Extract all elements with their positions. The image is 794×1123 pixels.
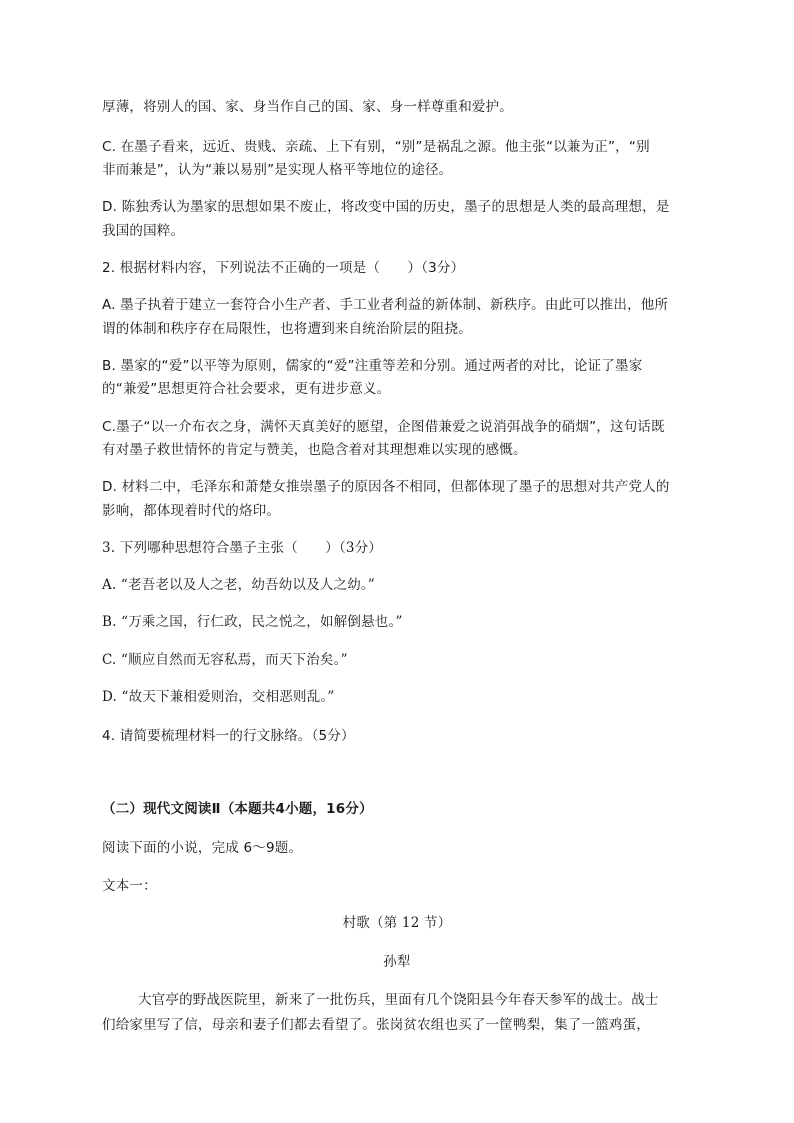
question-4: 4. 请简要梳理材料一的行文脉络。（5分） [102, 728, 355, 744]
reading-instruction: 阅读下面的小说，完成 6～9题。 [102, 840, 303, 856]
question-2: 2. 根据材料内容，下列说法不正确的一项是（ ）（3分） [102, 260, 465, 276]
q2-option-a-line-1: A. 墨子执着于建立一套符合小生产者、手工业者利益的新体制、新秩序。由此可以推出，他所 [102, 297, 669, 313]
option-d-line-1: D. 陈独秀认为墨家的思想如果不废止，将改变中国的历史，墨子的思想是人类的最高理想，是 [102, 199, 670, 215]
story-paragraph-line-1: 大官亭的野战医院里，新来了一批伤兵，里面有几个饶阳县今年春天参军的战士。战士 [138, 992, 659, 1008]
story-paragraph-line-2: 们给家里写了信，母亲和妻子们都去看望了。张岗贫农组也买了一筐鸭梨，集了一篮鸡蛋， [102, 1017, 650, 1033]
q3-option-c: C. “顺应自然而无容私焉，而天下治矣。” [102, 652, 348, 668]
story-title: 村歌（第 12 节） [342, 915, 452, 931]
q2-option-c-line-2: 有对墨子救世情怀的肯定与赞美，也隐含着对其理想难以实现的感慨。 [102, 442, 527, 458]
section-heading: （二）现代文阅读Ⅱ（本题共4小题，16分） [102, 801, 373, 817]
option-c-line-2: 非而兼是”，认为“兼以易别”是实现人格平等地位的途径。 [102, 162, 453, 178]
text-line: 厚薄，将别人的国、家、身当作自己的国、家、身一样尊重和爱护。 [102, 99, 513, 115]
option-d-line-2: 我国的国粹。 [102, 223, 185, 239]
q2-option-b-line-2: 的“兼爱”思想更符合社会要求，更有进步意义。 [102, 381, 391, 397]
text-one-label: 文本一： [102, 878, 157, 894]
option-c-line-1: C. 在墨子看来，远近、贵贱、亲疏、上下有别，“别”是祸乱之源。他主张“以兼为正”，“别 [102, 139, 650, 155]
q3-option-b: B. “万乘之国，行仁政，民之悦之，如解倒悬也。” [102, 614, 403, 630]
question-3: 3. 下列哪种思想符合墨子主张（ ）（3分） [102, 540, 383, 556]
story-author: 孙犁 [383, 954, 411, 970]
q2-option-d-line-2: 影响，都体现着时代的烙印。 [102, 503, 281, 519]
q2-option-d-line-1: D. 材料二中，毛泽东和萧楚女推崇墨子的原因各不相同，但都体现了墨子的思想对共产党人的 [102, 479, 670, 495]
q3-option-a: A. “老吾老以及人之老，幼吾幼以及人之幼。” [102, 577, 375, 593]
q2-option-b-line-1: B. 墨家的“爱”以平等为原则，儒家的“爱”注重等差和分别。通过两者的对比，论证了墨家 [102, 358, 643, 374]
q2-option-c-line-1: C.墨子“以一介布衣之身，满怀天真美好的愿望，企图借兼爱之说消弭战争的硝烟”，这句话既 [102, 419, 665, 435]
q3-option-d: D. “故天下兼相爱则治，交相恶则乱。” [102, 689, 335, 705]
q2-option-a-line-2: 谓的体制和秩序存在局限性，也将遭到来自统治阶层的阻挠。 [102, 321, 472, 337]
